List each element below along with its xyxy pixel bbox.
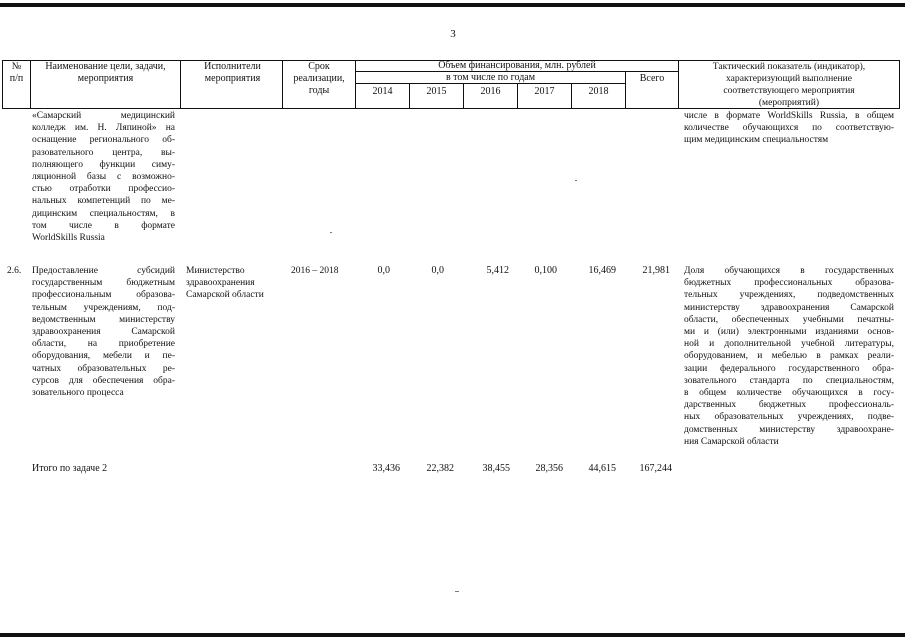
total-all: 167,244 [639, 463, 672, 474]
header-year: 2015 [426, 86, 447, 97]
text-line: Министерство [186, 266, 245, 276]
text-line: министерству здравоохранения Самарской [684, 302, 894, 313]
text-line: дицинским специальностям, в [32, 208, 175, 219]
text-line: домственных министерству здравоохране- [684, 424, 894, 435]
header-funding: Объем финансирования, млн. рублей [438, 60, 596, 71]
text-line: ляционной базы с возможно- [32, 172, 175, 183]
text-line: ния Самарской области [684, 436, 779, 447]
text-line: бюджетных профессиональных образова- [684, 278, 894, 289]
text-line: тельных учреждениях, подведомственных [684, 290, 894, 301]
text-line: том числе в формате [32, 220, 175, 231]
text-line: тельным учреждениям, под- [32, 302, 175, 313]
text-line: WorldSkills Russia [32, 233, 105, 244]
text-line: сурсов для обеспечения обра- [32, 375, 175, 386]
text-line: ной и дополнительной учебной литературы, [684, 339, 894, 350]
text-line: области, обеспеченных учебными печатны- [684, 314, 894, 325]
text-line: чатных образовательных ре- [32, 363, 175, 374]
value-total: 21,981 [642, 265, 670, 276]
scan-speck [455, 591, 459, 592]
text-line: оборудования, мебели и пе- [32, 351, 175, 362]
text-line: разовательного центра, вы- [32, 147, 175, 158]
text-line: профессиональным образова- [32, 290, 175, 301]
header-executors: Исполнители мероприятия [204, 61, 261, 84]
total-2016: 38,455 [482, 463, 510, 474]
value-2016: 5,412 [486, 265, 509, 276]
value-2017: 0,100 [534, 265, 557, 276]
text-line: зовательного стандарта по специальностям, [684, 375, 894, 386]
total-2018: 44,615 [588, 463, 616, 474]
row-name [32, 265, 175, 399]
page-number: 3 [450, 28, 456, 40]
text-line: ми и (или) электронными изданиями основ- [684, 327, 894, 338]
text-line: количестве обучающихся по соответствую- [684, 123, 894, 134]
row-executors [186, 265, 281, 302]
bottom-border-rule [0, 633, 905, 637]
header-year: 2014 [372, 86, 393, 97]
text-line: государственным бюджетным [32, 278, 175, 289]
header-indicator: Тактический показатель (индикатор), характеризующий выполнение соответствующего мероприятия (мероприятий) [712, 61, 866, 108]
header-including: в том числе по годам [445, 72, 536, 83]
row-term: 2016 – 2018 [291, 266, 339, 276]
header-name: Наименование цели, задачи, мероприятия [45, 61, 166, 84]
text-line: зации федерального государственного обра- [684, 363, 894, 374]
text-line: Доля обучающихся в государственных [684, 266, 894, 276]
header-year: 2017 [534, 86, 555, 97]
text-line: числе в формате WorldSkills Russia, в общем [684, 111, 894, 121]
total-label: Итого по задаче 2 [32, 463, 108, 474]
text-line: зовательного процесса [32, 388, 124, 399]
text-line: Самарской области [186, 290, 264, 301]
row-number: 2.6. [7, 266, 22, 276]
value-2018: 16,469 [588, 265, 616, 276]
header-total: Всего [639, 73, 665, 84]
text-line: полняющего функции симу- [32, 159, 175, 170]
col-line [180, 60, 181, 109]
continuation-name [32, 110, 175, 244]
text-line: оборудованием, и мебелью в рамках реали- [684, 351, 894, 362]
text-line: здравоохранения Самарской [32, 327, 175, 338]
header-term: Срок реализации, годы [293, 61, 345, 96]
scan-speck [575, 180, 577, 181]
text-line: ных образовательных учреждениях, подве- [684, 412, 894, 423]
text-line: стью отработки профессио- [32, 184, 175, 195]
row-indicator [684, 265, 894, 448]
header-year: 2018 [588, 86, 609, 97]
value-2015: 0,0 [431, 265, 444, 276]
scan-speck [330, 232, 332, 233]
text-line: колледж им. Н. Ляпиной» на [32, 123, 175, 134]
continuation-indicator [684, 110, 894, 147]
text-line: оснащение регионального об- [32, 135, 175, 146]
total-2015: 22,382 [426, 463, 454, 474]
text-line: нальных компетенций по ме- [32, 196, 175, 207]
text-line: «Самарский медицинский [32, 111, 175, 121]
header-year: 2016 [480, 86, 501, 97]
value-2014: 0,0 [377, 265, 390, 276]
text-line: Предоставление субсидий [32, 266, 175, 276]
text-line: области, на приобретение [32, 339, 175, 350]
text-line: здравоохранения [186, 278, 255, 289]
total-2014: 33,436 [372, 463, 400, 474]
text-line: ведомственным министерству [32, 314, 175, 325]
col-line [899, 60, 900, 109]
text-line: дарственных бюджетных профессиональ- [684, 400, 894, 411]
text-line: в общем количестве обучающихся в госу- [684, 388, 894, 399]
top-border-rule [0, 3, 905, 7]
total-2017: 28,356 [535, 463, 563, 474]
header-number: № п/п [9, 61, 24, 84]
text-line: щим медицинским специальностям [684, 135, 829, 146]
